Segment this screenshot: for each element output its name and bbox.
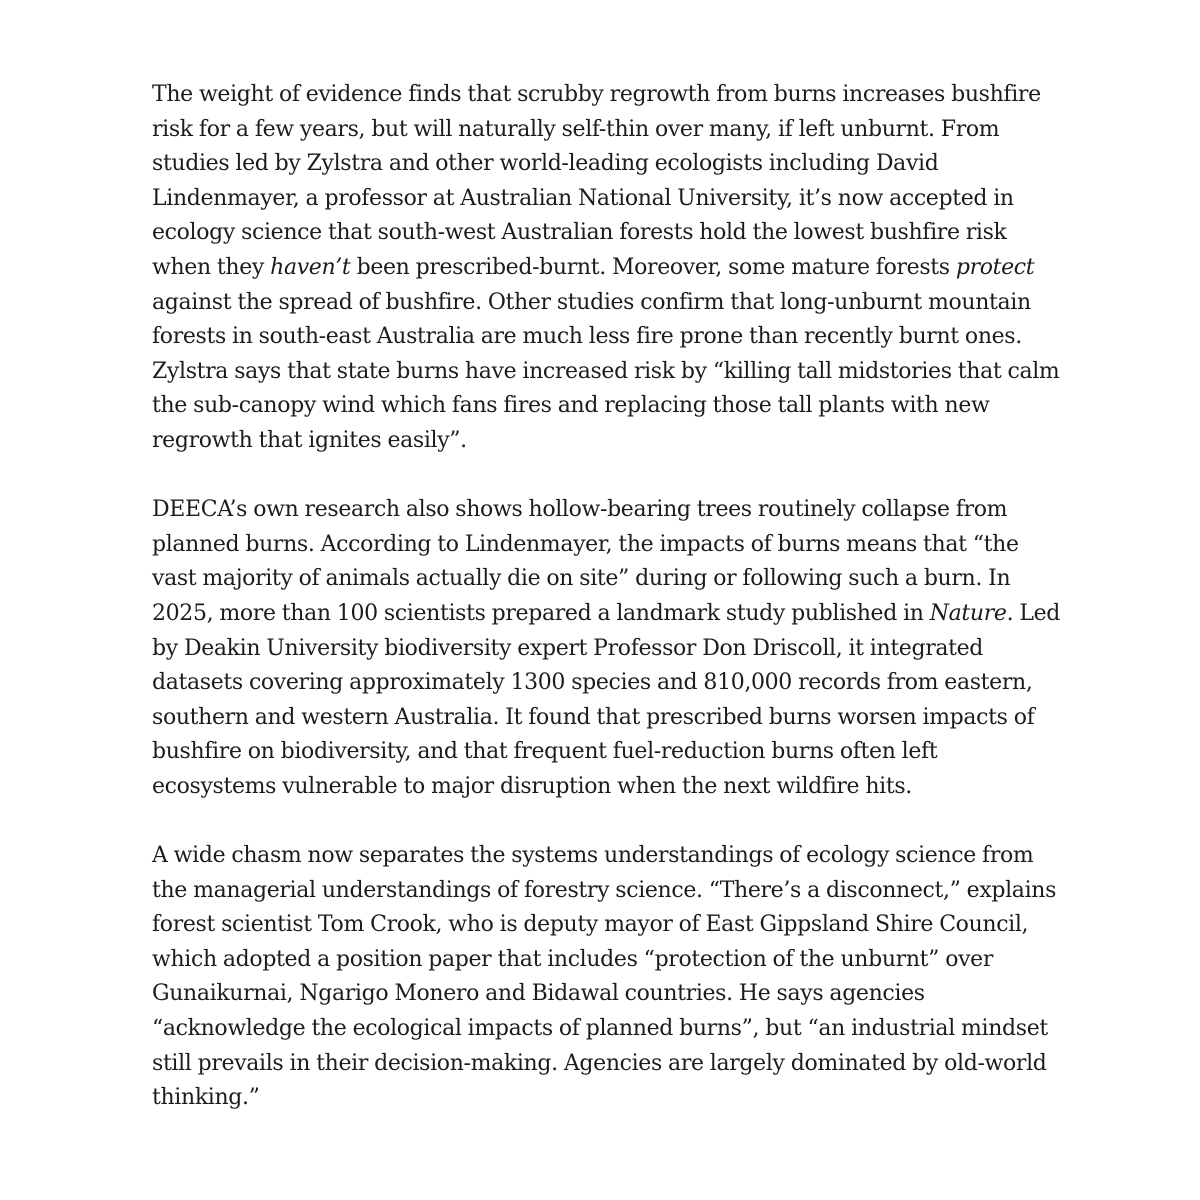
paragraph-3-text: A wide chasm now separates the systems understandings of ecology science from the managerial understandings of forestry science. “There’s a disconnect,” explains forest scientist Tom Crook, who is deputy mayor of East Gippsland Shire Council, which adopted a position paper that includes “protection of the unburnt” over Gunaikurnai, Ngarigo Monero and Bidawal countries. He says agencies “acknowledge the ecological impacts of planned burns”, but “an industrial mindset still prevails in their decision-making. Agencies are largely dominated by old-world thinking.” — [152, 843, 1057, 1111]
paragraph-3 — [152, 839, 1064, 1116]
paragraph-1-text: against the spread of bushfire. Other studies confirm that long-unburnt mountain forests in south-east Australia are much less fire prone than recently burnt ones. Zylstra says that state burns have increased risk by “killing tall midstories that calm the sub-canopy wind which fans fires and replacing those tall plants with new regrowth that ignites easily”. — [152, 289, 1060, 453]
article-body — [152, 78, 1064, 1150]
paragraph-2-text: DEECA’s own research also shows hollow-bearing trees routinely collapse from planned burns. According to Lindenmayer, the impacts of burns means that “the vast majority of animals actually die on site” during or following such a burn. In 2025, more than 100 scientists prepared a landmark study published in — [152, 497, 1019, 626]
emphasis-protect: protect — [955, 254, 1035, 280]
paragraph-1-text: The weight of evidence finds that scrubby regrowth from burns increases bushfire risk for a few years, but will naturally self-thin over many, if left unburnt. From studies led by Zylstra and other world-leading ecologists including David Lindenmayer, a professor at Australian National University, it’s now accepted in ecology science that south-west Australian forests hold the lowest bushfire risk when they — [152, 82, 1041, 280]
paragraph-2-text: . Led by Deakin University biodiversity expert Professor Don Driscoll, it integrated datasets covering approximately 1300 species and 810,000 records from eastern, southern and western Australia. It found that prescribed burns worsen impacts of bushfire on biodiversity, and that frequent fuel-reduction burns often left ecosystems vulnerable to major disruption when the next wildfire hits. — [152, 600, 1061, 799]
emphasis-nature: Nature — [929, 600, 1007, 626]
emphasis-havent: haven’t — [270, 254, 351, 280]
paragraph-2 — [152, 493, 1064, 804]
paragraph-1 — [152, 78, 1064, 459]
paragraph-1-text: been prescribed-burnt. Moreover, some mature forests — [350, 254, 956, 280]
